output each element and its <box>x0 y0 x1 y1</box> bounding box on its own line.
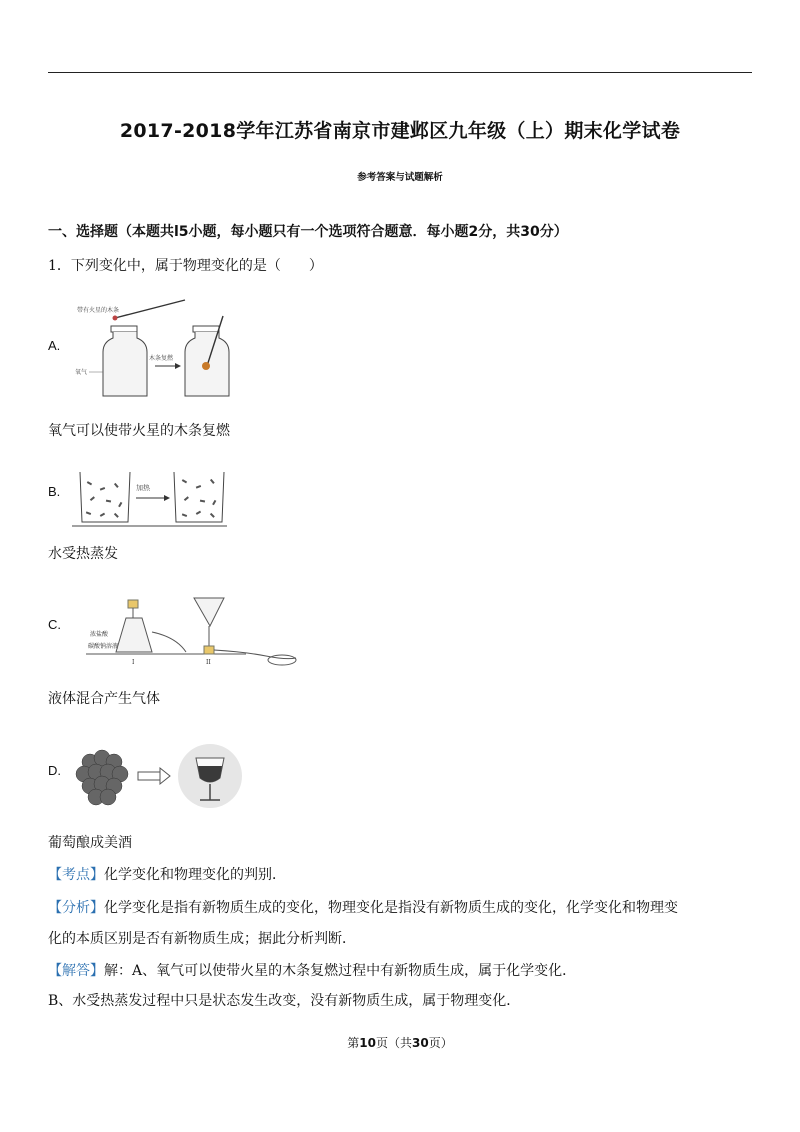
page-subtitle: 参考答案与试题解析 <box>357 172 443 183</box>
option-d-figure <box>72 742 242 812</box>
fenxi-text-2: 化的本质区别是否有新物质生成；据此分析判断． <box>48 931 356 947</box>
option-b-letter: B. <box>48 484 61 499</box>
page-footer <box>0 1034 800 1051</box>
fig-c-label-hcl: 浓盐酸 <box>90 631 109 638</box>
kaodian-line <box>48 864 286 884</box>
footer-mid: 页（共 <box>375 1036 412 1050</box>
jieda-text-2: B、水受热蒸发过程中只是状态发生改变，没有新物质生成，属于物理变化． <box>48 993 521 1009</box>
option-a-letter: A. <box>48 338 61 353</box>
option-c-caption: 液体混合产生气体 <box>48 691 160 707</box>
kaodian-tag: 【考点】 <box>48 867 104 883</box>
fig-c-label-1: I <box>132 659 135 666</box>
page-title: 2017-2018学年江苏省南京市建邺区九年级（上）期末化学试卷 <box>119 120 681 142</box>
option-c-figure <box>86 592 301 672</box>
option-b-figure <box>72 468 227 530</box>
fenxi-tag: 【分析】 <box>48 900 104 916</box>
jieda-line-1 <box>48 960 576 980</box>
fig-c-label-na2co3: 碳酸钠溶液 <box>88 643 119 650</box>
header-rule <box>48 72 752 73</box>
kaodian-text: 化学变化和物理变化的判别． <box>104 867 286 883</box>
question-text: 1．下列变化中，属于物理变化的是（ ） <box>48 258 323 274</box>
footer-total: 30 <box>412 1036 429 1050</box>
section-heading: 一、选择题（本题共l5小题，每小题只有一个选项符合题意．每小题2分，共30分） <box>48 224 568 240</box>
jieda-text-1: 解：A、氧气可以使带火星的木条复燃过程中有新物质生成，属于化学变化． <box>104 963 577 979</box>
fig-b-label-heat: 加热 <box>136 484 150 492</box>
fenxi-line-1 <box>48 897 678 917</box>
footer-page: 10 <box>359 1036 376 1050</box>
option-b-caption: 水受热蒸发 <box>48 546 118 562</box>
option-d-caption: 葡萄酿成美酒 <box>48 835 132 851</box>
fig-a-label-oxygen: 氧气 <box>75 369 88 376</box>
fig-a-label-stick: 带有火星的木条 <box>77 307 120 314</box>
option-a-figure <box>75 296 235 406</box>
fig-a-label-relight: 木条复燃 <box>149 355 174 362</box>
footer-prefix: 第 <box>347 1036 360 1050</box>
option-c-letter: C. <box>48 617 61 632</box>
jieda-tag: 【解答】 <box>48 963 104 979</box>
option-a-caption: 氧气可以使带火星的木条复燃 <box>48 423 230 439</box>
fig-c-label-2: II <box>206 659 211 666</box>
fenxi-text-1: 化学变化是指有新物质生成的变化，物理变化是指没有新物质生成的变化，化学变化和物理变 <box>104 900 678 916</box>
option-d-letter: D. <box>48 763 61 778</box>
footer-suffix: 页） <box>428 1036 453 1050</box>
